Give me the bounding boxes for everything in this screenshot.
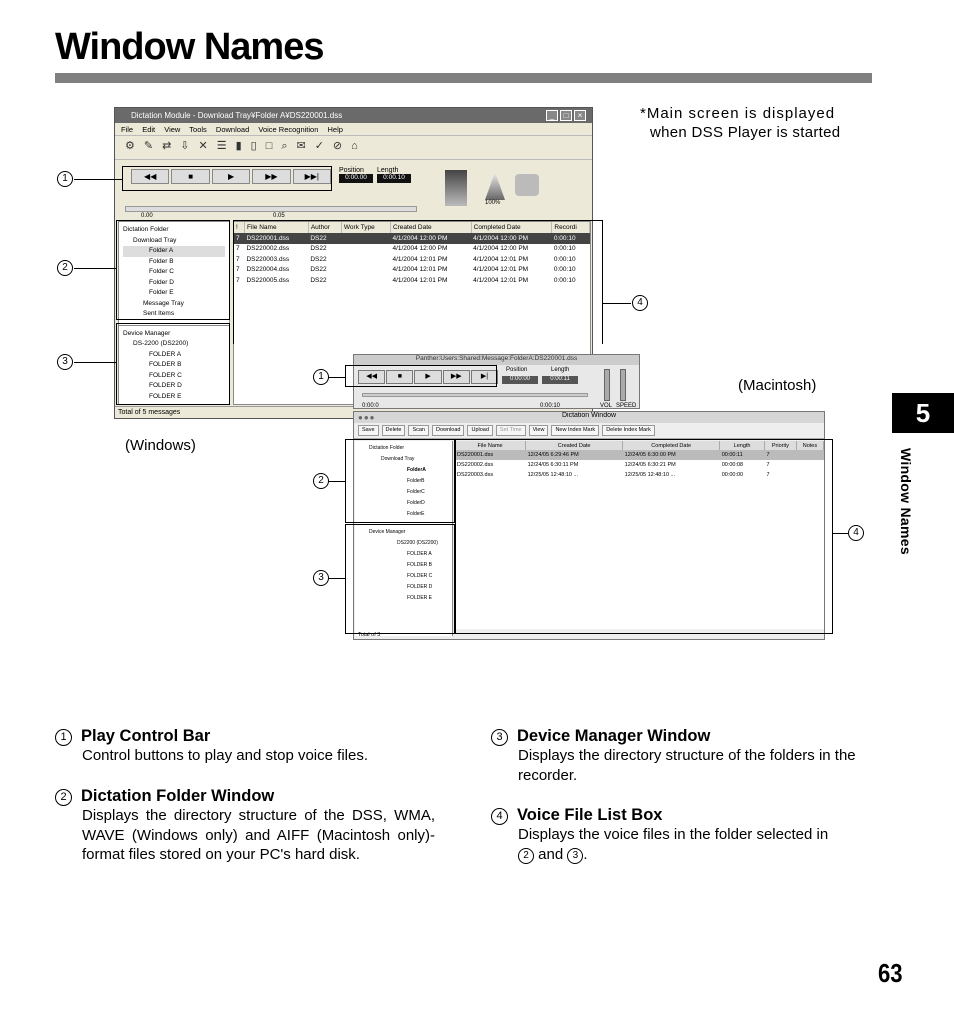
save-button[interactable]: Save — [358, 425, 379, 436]
column-header[interactable]: Priority — [764, 441, 796, 450]
table-cell: DS220001.dss — [455, 450, 526, 460]
label-macintosh: (Macintosh) — [738, 377, 817, 394]
mac-position-value: 0:00:00 — [502, 376, 538, 384]
table-cell: 4/1/2004 12:00 PM — [473, 245, 529, 253]
note-line-2: when DSS Player is started — [650, 124, 841, 141]
column-header[interactable]: Completed Date — [471, 222, 552, 233]
table-cell: DS220005.dss — [246, 276, 290, 284]
table-cell: 4/1/2004 12:00 PM — [392, 245, 448, 253]
ref-number: 2 — [518, 848, 534, 864]
description-body: Displays the directory structure of the folders in the recorder. — [518, 747, 856, 784]
table-cell: 7 — [236, 245, 240, 253]
windows-position-readout — [339, 167, 415, 183]
title-rule — [55, 73, 872, 83]
tree-item[interactable]: DS2200 (DS2200) — [397, 540, 438, 546]
menu-voice-recognition[interactable]: Voice Recognition — [258, 125, 319, 134]
menu-edit[interactable]: Edit — [142, 125, 156, 134]
callout-outline-2-windows — [116, 220, 230, 320]
mac-slider-end: 0:00:10 — [540, 403, 561, 409]
stop-button[interactable]: ■ — [386, 370, 413, 384]
tree-item[interactable]: FOLDER E — [407, 595, 433, 601]
play-button[interactable]: ▶ — [212, 169, 250, 184]
description-device-manager-window — [491, 726, 871, 785]
callout-outline-3-mac — [345, 524, 455, 634]
table-cell: 7 — [234, 233, 244, 244]
description-body: Displays the directory structure of the DSS, WMA, WAVE (Windows only) and AIFF (Macintosh only)-format files stored on your PC's hard disk. — [82, 807, 435, 863]
tree-item[interactable]: Folder D — [149, 278, 174, 286]
leader-line — [329, 578, 345, 579]
description-body — [491, 825, 871, 864]
table-cell: 0:00:10 — [553, 245, 576, 253]
table-cell: DS22 — [310, 266, 327, 274]
description-number: 2 — [55, 789, 72, 806]
table-cell: 7 — [236, 266, 240, 274]
callout-outline-4-windows — [233, 220, 603, 344]
slider-end: 0.05 — [273, 213, 285, 219]
fast-forward-button[interactable]: ▶▶ — [443, 370, 470, 384]
mac-window-titlebar — [354, 412, 824, 423]
table-cell: DS22 — [310, 255, 327, 263]
tree-item[interactable]: FOLDER D — [149, 382, 182, 389]
mac-status-bar: Total of 3 — [358, 632, 381, 638]
tree-item[interactable]: FolderA — [407, 467, 426, 473]
chapter-tab-label: Window Names — [898, 448, 914, 555]
new-index-mark-button[interactable]: New Index Mark — [551, 425, 599, 436]
skip-end-button[interactable]: ▶| — [471, 370, 498, 384]
table-cell: 12/24/05 6:30:11 PM — [527, 462, 579, 468]
speed-label: SPEED — [616, 403, 637, 409]
description-title: Play Control Bar — [81, 727, 211, 745]
table-cell: 00:00:00 — [721, 472, 744, 478]
tree-item[interactable]: Folder B — [149, 257, 174, 265]
mac-length-value: 0:00:11 — [542, 376, 578, 384]
leader-line — [329, 481, 345, 482]
column-header[interactable]: Author — [308, 222, 341, 233]
description-voice-file-list-box — [491, 805, 871, 864]
description-title: Voice File List Box — [517, 806, 663, 824]
table-cell: 4/1/2004 12:01 PM — [392, 276, 448, 284]
tree-item[interactable]: Message Tray — [143, 299, 184, 307]
maximize-icon[interactable]: □ — [560, 110, 572, 121]
description-body: Control buttons to play and stop voice files. — [82, 747, 368, 764]
windows-menubar — [115, 123, 592, 136]
callout-outline-1-mac — [345, 365, 497, 387]
table-cell: DS220002.dss — [246, 245, 290, 253]
download-button[interactable]: Download — [432, 425, 464, 436]
description-play-control-bar — [55, 726, 435, 766]
tree-item[interactable]: Download Tray — [133, 236, 177, 244]
body-suffix: . — [583, 845, 588, 863]
table-cell: 12/25/05 12:48:10 ... — [624, 472, 676, 478]
minimize-icon[interactable]: _ — [546, 110, 558, 121]
table-cell: DS220003.dss — [457, 472, 494, 478]
callout-outline-4-mac — [455, 439, 833, 634]
leader-line — [74, 362, 116, 363]
description-number: 3 — [491, 729, 508, 746]
callout-number-4: 4 — [632, 295, 648, 311]
tree-item[interactable]: FolderB — [407, 478, 425, 484]
table-cell: 7 — [236, 255, 240, 263]
rewind-button[interactable]: ◀◀ — [358, 370, 385, 384]
callout-number-3: 3 — [57, 354, 73, 370]
tree-item[interactable]: FOLDER A — [407, 551, 432, 557]
mac-toolbar — [354, 423, 824, 439]
callout-outline-2-mac — [345, 439, 455, 523]
leader-line — [603, 303, 631, 304]
callout-number-1: 1 — [57, 171, 73, 187]
description-number: 1 — [55, 729, 72, 746]
table-cell: 0:00:10 — [553, 255, 576, 263]
mac-position-slider[interactable] — [362, 393, 588, 397]
column-header[interactable]: Length — [720, 441, 765, 450]
table-cell: 7 — [766, 472, 770, 478]
windows-status-bar: Total of 5 messages — [115, 406, 592, 418]
table-cell: 0:00:10 — [552, 233, 590, 244]
callout-number-4-mac: 4 — [848, 525, 864, 541]
callout-number-3-mac: 3 — [313, 570, 329, 586]
description-number: 4 — [491, 808, 508, 825]
table-cell: DS220003.dss — [246, 255, 290, 263]
page-title: Window Names — [55, 26, 324, 68]
windows-title: Dictation Module - Download Tray¥Folder A¥DS220001.dss — [131, 111, 343, 120]
table-cell: 4/1/2004 12:00 PM — [471, 233, 552, 244]
leader-line — [74, 268, 116, 269]
table-cell: DS220001.dss — [244, 233, 308, 244]
mac-slider-start: 0:00:0 — [362, 403, 379, 409]
table-cell: 4/1/2004 12:01 PM — [392, 255, 448, 263]
speed-slider[interactable] — [620, 369, 626, 401]
fast-forward-button[interactable]: ▶▶ — [252, 169, 290, 184]
menu-view[interactable]: View — [164, 125, 181, 134]
tree-item[interactable]: Folder E — [149, 289, 174, 296]
tree-item[interactable]: FolderE — [407, 511, 425, 517]
rewind-button[interactable]: ◀◀ — [131, 169, 169, 184]
description-dictation-folder-window — [55, 786, 435, 865]
tree-item[interactable]: FOLDER B — [149, 361, 182, 368]
windows-position-slider[interactable] — [125, 206, 417, 212]
position-value: 0:00.00 — [339, 174, 373, 183]
note — [640, 104, 840, 142]
volume-icon[interactable] — [485, 172, 505, 200]
table-cell: DS220004.dss — [246, 266, 290, 274]
note-line-1: *Main screen is displayed — [640, 105, 836, 122]
length-label: Length — [377, 167, 399, 174]
tree-item[interactable]: FOLDER A — [149, 350, 182, 358]
label-windows: (Windows) — [125, 437, 196, 454]
column-header[interactable]: File Name — [244, 222, 308, 233]
table-cell: 4/1/2004 12:01 PM — [392, 266, 448, 274]
tree-item[interactable]: FOLDER D — [407, 584, 433, 590]
play-button[interactable]: ▶ — [414, 370, 441, 384]
stop-button[interactable]: ■ — [171, 169, 209, 184]
tree-item[interactable]: FOLDER B — [407, 562, 433, 568]
tree-item[interactable]: Sent Items — [143, 310, 175, 317]
tree-item[interactable]: FolderD — [407, 500, 425, 506]
tree-item[interactable]: Download Tray — [381, 456, 415, 462]
tree-item[interactable]: Folder C — [149, 268, 174, 275]
mac-length-label: Length — [551, 367, 570, 373]
view-button[interactable]: View — [529, 425, 549, 436]
table-cell: DS22 — [310, 276, 327, 284]
table-cell: 0:00:10 — [553, 266, 576, 274]
leader-line — [74, 179, 122, 180]
table-cell: 12/24/05 6:30:21 PM — [624, 462, 676, 468]
chapter-tab: 5 — [892, 393, 954, 433]
tree-item[interactable]: Device Manager — [369, 529, 406, 535]
menu-help[interactable]: Help — [327, 125, 343, 134]
table-cell: 12/25/05 12:48:10 ... — [527, 472, 579, 478]
description-title: Device Manager Window — [517, 727, 711, 745]
volume-slider[interactable] — [604, 369, 610, 401]
page-number: 63 — [878, 958, 903, 988]
windows-titlebar — [115, 108, 592, 123]
slider-start: 0.00 — [141, 213, 153, 219]
body-prefix: Displays the voice files in the folder selected in — [518, 826, 829, 843]
column-header[interactable]: File Name — [455, 441, 526, 450]
leader-line — [833, 533, 848, 534]
column-header[interactable]: Notes — [796, 441, 823, 450]
table-cell: 00:00:08 — [721, 462, 744, 468]
table-cell: 4/1/2004 12:01 PM — [473, 276, 529, 284]
callout-outline-1-windows — [122, 166, 332, 191]
length-value: 0:00.10 — [377, 174, 411, 183]
table-cell: 12/24/05 6:29:46 PM — [526, 450, 623, 460]
upload-button[interactable]: Upload — [467, 425, 492, 436]
speed-icon[interactable] — [515, 174, 539, 196]
menu-tools[interactable]: Tools — [189, 125, 207, 134]
tree-item[interactable]: Dictation Folder — [123, 226, 169, 233]
mac-position-label: Position — [506, 367, 528, 373]
tree-item[interactable]: Dictation Folder — [369, 445, 405, 451]
callout-number-2: 2 — [57, 260, 73, 276]
mac-window-title: Dictation Window — [561, 412, 617, 419]
table-cell: 00:00:11 — [720, 450, 765, 460]
delete-index-mark-button[interactable]: Delete Index Mark — [602, 425, 655, 436]
body-mid: and — [538, 845, 564, 863]
table-cell: 4/1/2004 12:01 PM — [473, 266, 529, 274]
menu-download[interactable]: Download — [215, 125, 250, 134]
tree-item[interactable]: FolderC — [407, 489, 425, 495]
column-header[interactable]: Recordi — [552, 222, 590, 233]
callout-outline-3-windows — [116, 323, 230, 405]
column-header[interactable]: Work Type — [341, 222, 390, 233]
menu-file[interactable]: File — [121, 125, 134, 134]
mac-player-title: Panther:Users:Shared:Message:FolderA:DS220001.dss — [354, 355, 639, 365]
window-buttons-icon[interactable]: ●●● — [358, 413, 376, 422]
meter-value: 100% — [485, 200, 501, 206]
leader-line — [329, 377, 345, 378]
position-label: Position — [339, 167, 364, 174]
vol-label: VOL — [600, 403, 613, 409]
column-header[interactable]: Created Date — [390, 222, 471, 233]
description-title: Dictation Folder Window — [81, 787, 275, 805]
tree-item[interactable]: Device Manager — [123, 329, 171, 337]
scan-button[interactable]: Scan — [408, 425, 429, 436]
table-cell: DS22 — [308, 233, 341, 244]
table-cell: 7 — [764, 450, 796, 460]
tree-item[interactable]: DS-2200 (DS2200) — [133, 340, 189, 347]
tree-item[interactable]: FOLDER C — [149, 371, 182, 379]
table-cell: 0:00:10 — [553, 276, 576, 284]
table-cell: 4/1/2004 12:00 PM — [390, 233, 471, 244]
skip-end-button[interactable]: ▶▶| — [293, 169, 331, 184]
set-time-button[interactable]: Set Time — [496, 425, 526, 436]
callout-number-2-mac: 2 — [313, 473, 329, 489]
delete-button[interactable]: Delete — [382, 425, 406, 436]
table-cell: 7 — [766, 462, 770, 468]
table-cell: 4/1/2004 12:01 PM — [473, 255, 529, 263]
tree-item[interactable]: FOLDER C — [407, 573, 433, 579]
table-cell: DS22 — [310, 245, 327, 253]
close-icon[interactable]: × — [574, 110, 586, 121]
column-header[interactable]: Created Date — [526, 441, 623, 450]
table-cell: 12/24/05 6:30:00 PM — [623, 450, 720, 460]
column-header[interactable]: Completed Date — [623, 441, 720, 450]
tree-item[interactable]: Folder A — [123, 246, 225, 257]
column-header[interactable]: ! — [234, 222, 244, 233]
table-cell: 7 — [236, 276, 240, 284]
table-cell: DS220002.dss — [457, 462, 494, 468]
windows-toolbar: ⚙✎⇄⇩✕☰▮▯□⌕✉✓⊘⌂ — [115, 136, 592, 160]
level-meter-icon — [445, 170, 467, 206]
ref-number: 3 — [567, 848, 583, 864]
callout-number-1-mac: 1 — [313, 369, 329, 385]
tree-item[interactable]: FOLDER E — [149, 392, 182, 400]
